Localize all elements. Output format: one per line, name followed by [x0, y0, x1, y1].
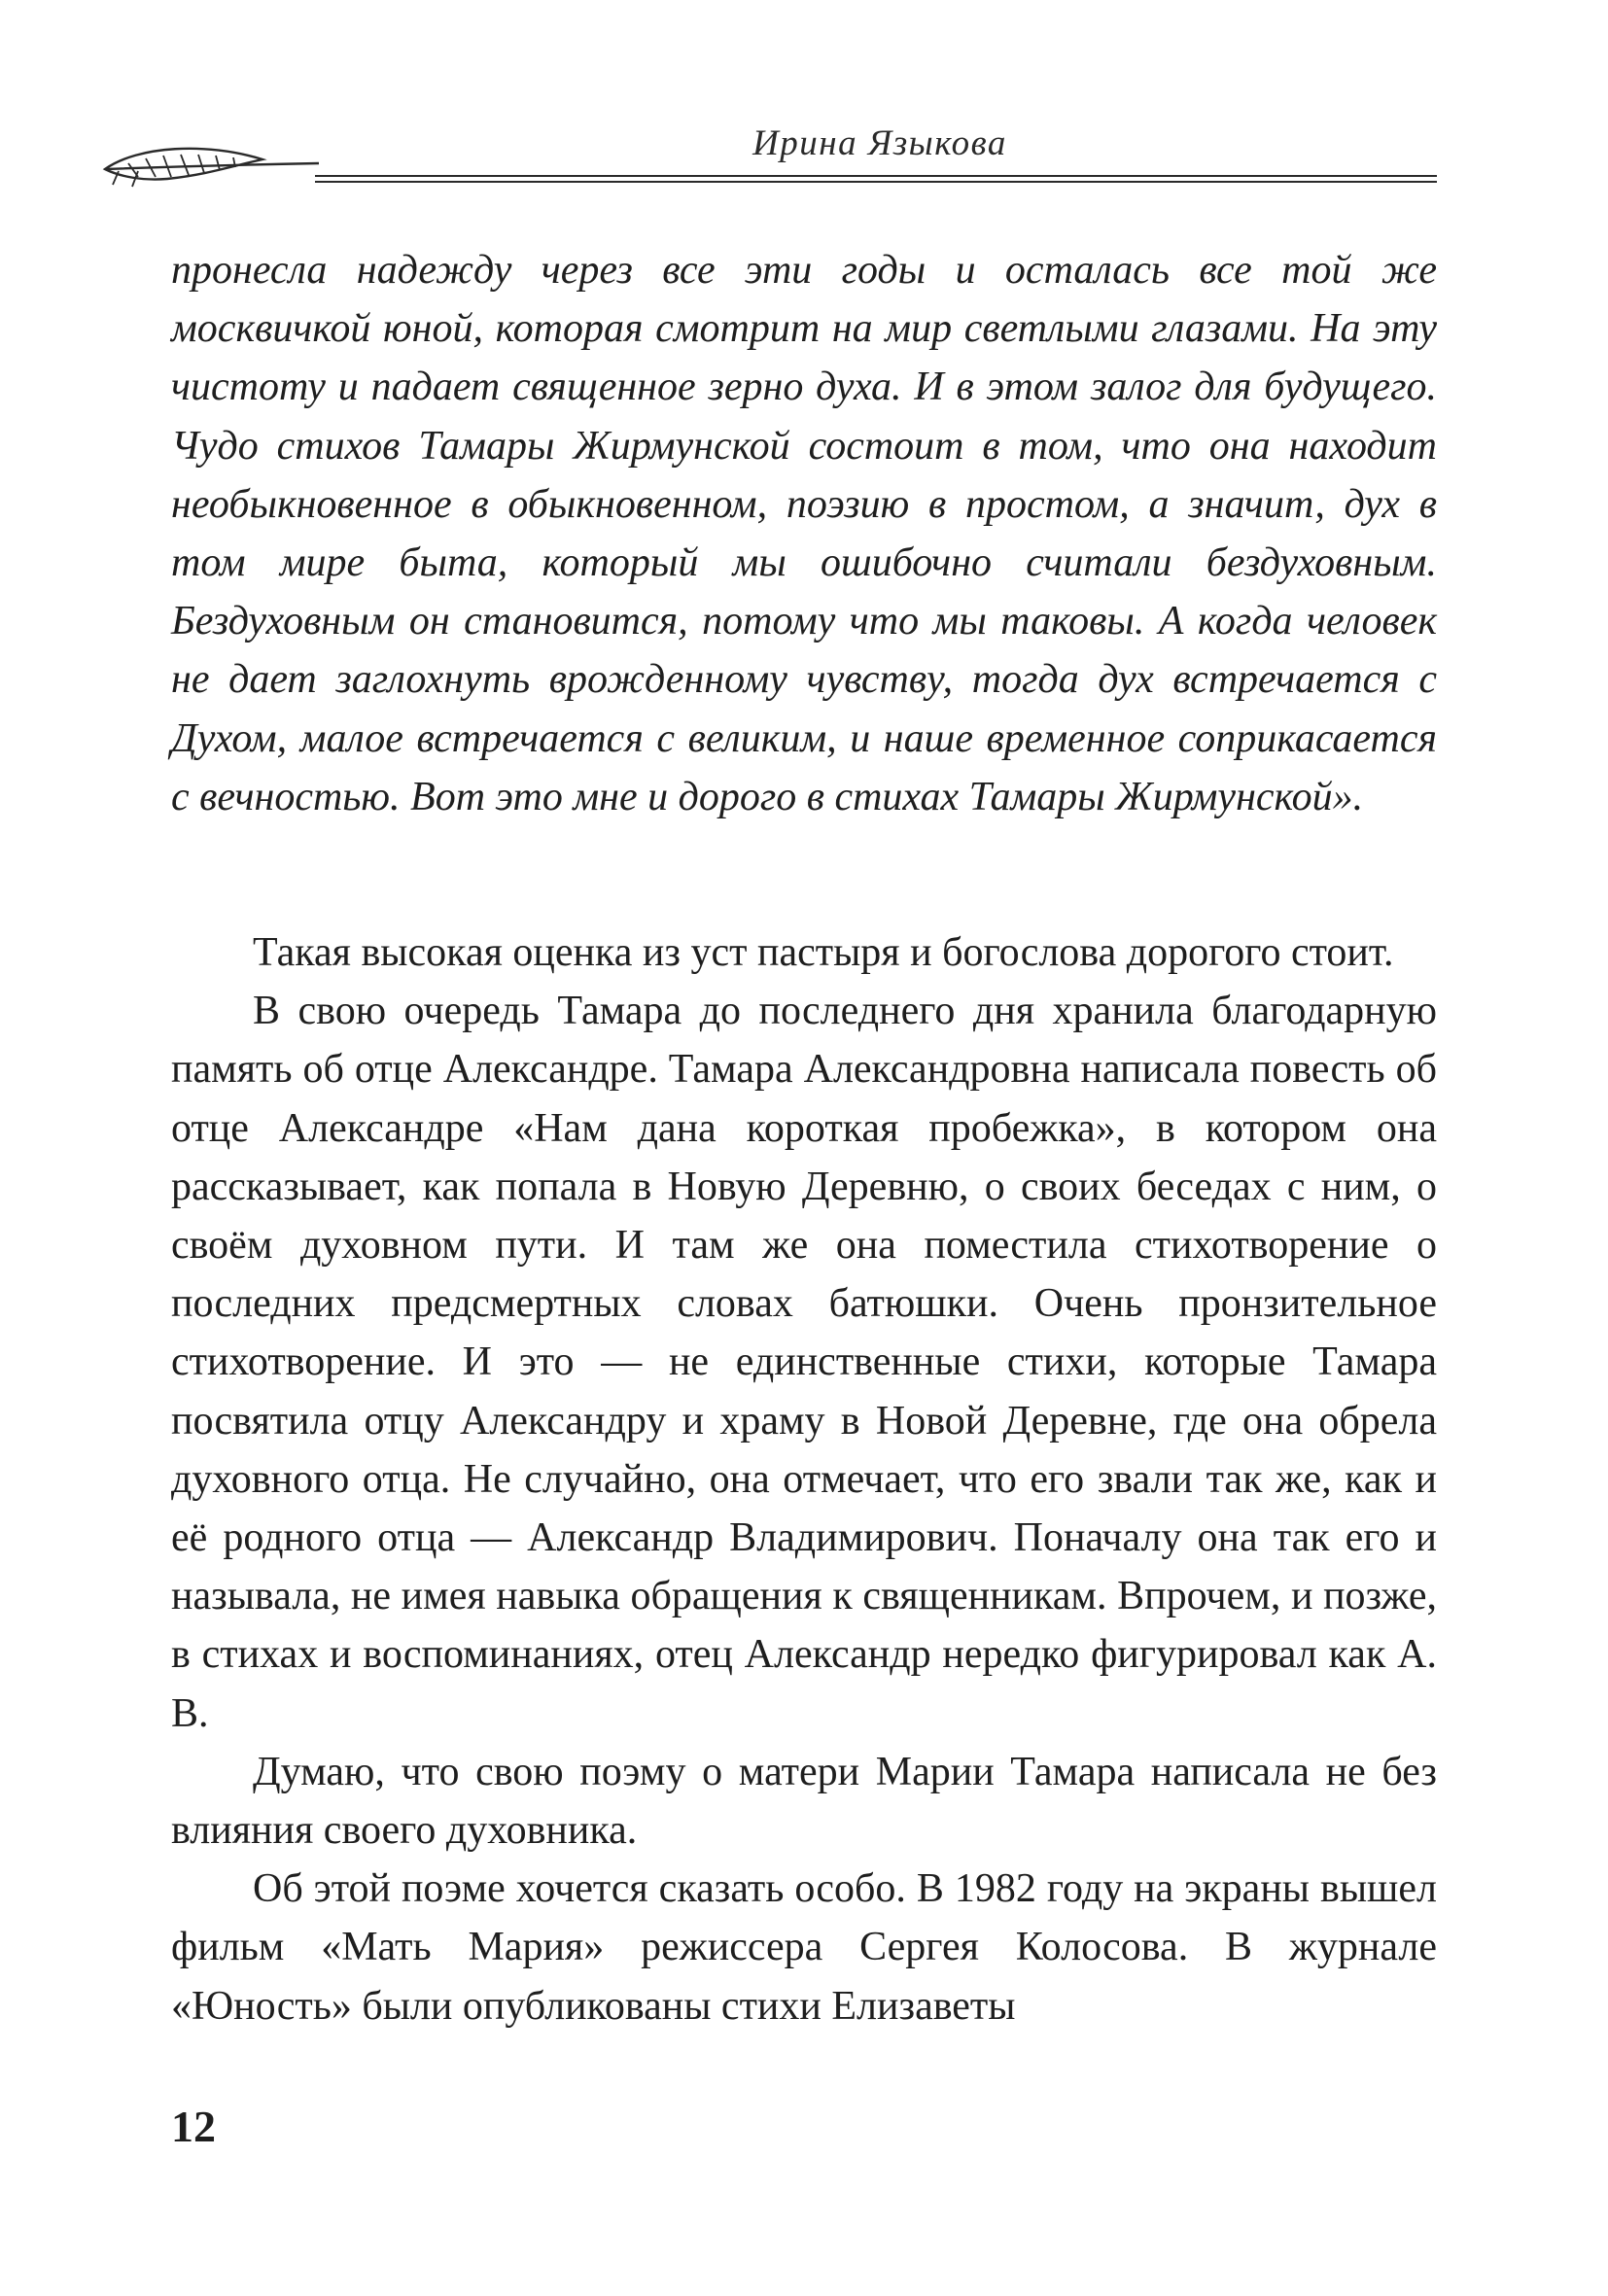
quote-paragraph: пронесла надежду через все эти годы и осталась все той же москвичкой юной, которая смотрит на мир светлыми глазами. На эту чистоту и падает священное зерно духа. И в этом залог для будущего. Чудо стихов Тамары Жирмунской состоит в том, что она находит необыкновенное в обыкновенном, поэзию в простом, а значит, дух в том мире быта, который мы ошибочно считали бездуховным. Бездуховным он становится, потому что мы таковы. А когда человек не дает заглохнуть врожденному чувству, тогда дух встречается с Духом, малое встречается с великим, и наше временное соприкасается с вечностью. Вот это мне и дорого в стихах Тамары Жирмунской».	[171, 248, 1437, 819]
paragraph-2: В свою очередь Тамара до последнего дня хранила благодарную память об отце Александре. Тамара Александровна написала повесть об отце Александре «Нам дана короткая пробежка», в котором она рассказывает, как попала в Новую Деревню, о своих беседах с ним, о своём духовном пути. И там же она поместила стихотворение о последних предсмертных словах батюшки. Очень пронзительное стихотворение. И это — не единственные стихи, которые Тамара посвятила отцу Александру и храму в Новой Деревне, где она обрела духовного отца. Не случайно, она отмечает, что его звали так же, как и её родного отца — Александр Владимирович. Поначалу она так его и называла, не имея навыка обращения к священникам. Впрочем, и позже, в стихах и воспоминаниях, отец Александр нередко фигурировал как А. В.	[171, 989, 1437, 1736]
header-rule-top	[315, 175, 1437, 177]
header-author: Ирина Языкова	[752, 123, 1007, 163]
paragraph-3: Думаю, что свою поэму о матери Марии Тамара написала не без влияния своего духовника.	[171, 1749, 1437, 1854]
running-header	[99, 115, 1437, 192]
main-text	[171, 923, 1437, 2035]
paragraph-4: Об этой поэме хочется сказать особо. В 1982 году на экраны вышел фильм «Мать Мария» режиссера Сергея Колосова. В журнале «Юность» были опубликованы стихи Елизаветы	[171, 1866, 1437, 2029]
page-number: 12	[171, 2102, 216, 2151]
header-rule-bottom	[315, 181, 1437, 183]
feather-icon	[99, 126, 323, 200]
quote-block	[171, 241, 1437, 826]
paragraph-1: Такая высокая оценка из уст пастыря и богослова дорогого стоит.	[253, 930, 1394, 975]
